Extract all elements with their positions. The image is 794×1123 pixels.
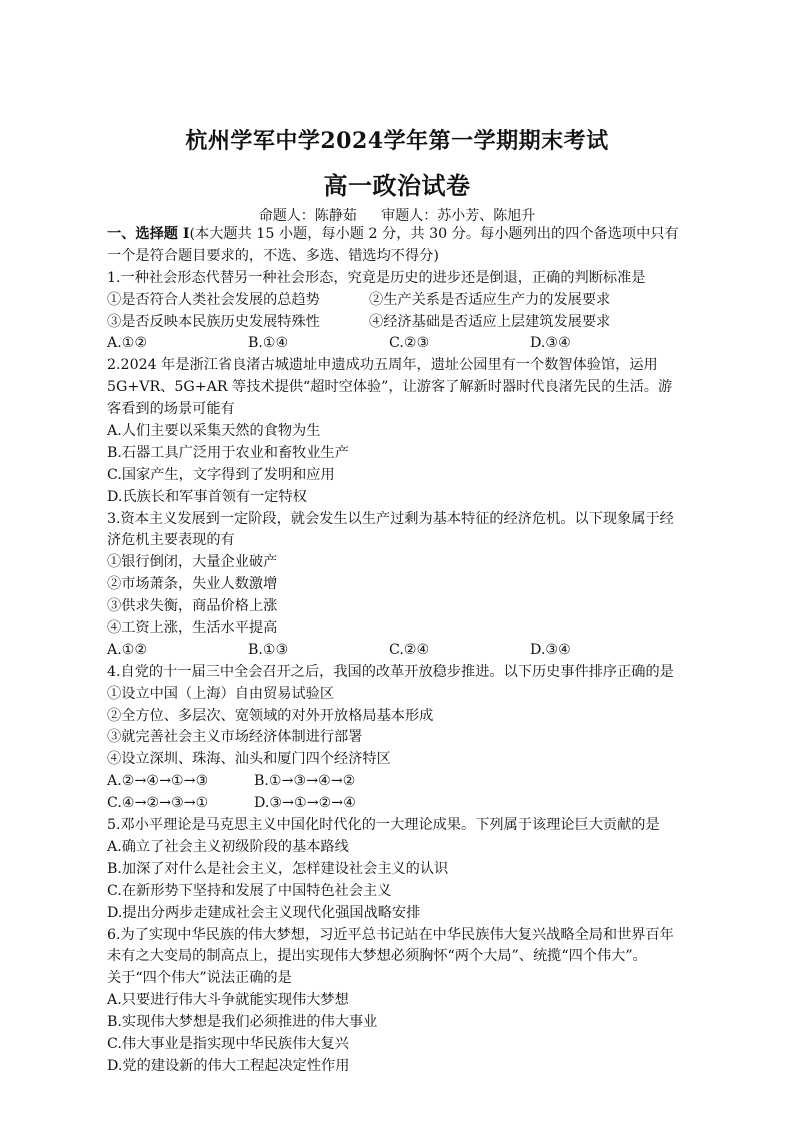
authors-line [0, 205, 794, 225]
q4-choice-c: C.④→②→③→① [107, 795, 209, 812]
exam-title: 杭州学军中学2024学年第一学期期末考试 [185, 128, 609, 154]
q2-stem-3: 客看到的场景可能有 [107, 401, 235, 418]
q3-item: ①银行倒闭，大量企业破产 [107, 554, 278, 571]
q5-choice-a: A.确立了社会主义初级阶段的基本路线 [107, 838, 349, 855]
q1-choice-c: C.②③ [389, 335, 430, 352]
q1-item: ④经济基础是否适应上层建筑发展要求 [369, 313, 611, 330]
q2-stem-2: 5G+VR、5G+AR 等技术提供“超时空体验”，让游客了解新时器时代良渚先民的生活。游 [107, 379, 673, 396]
q1-item: ②生产关系是否适应生产力的发展要求 [369, 291, 611, 308]
q1-choice-d: D.③④ [530, 335, 571, 352]
q6-stem-3: 关于“四个伟大”说法正确的是 [107, 970, 292, 987]
q1-item: ①是否符合人类社会发展的总趋势 [107, 291, 320, 308]
q1-choice-a: A.①② [107, 335, 148, 352]
q5-choice-c: C.在新形势下坚持和发展了中国特色社会主义 [107, 882, 392, 899]
q1-items-row-2 [107, 312, 697, 334]
q1-items-row-1 [107, 290, 697, 312]
q5-stem: 5.邓小平理论是马克思主义中国化时代化的一大理论成果。下列属于该理论巨大贡献的是 [107, 817, 660, 834]
q1-choices [107, 333, 697, 355]
q4-item: ③就完善社会主义市场经济体制进行部署 [107, 729, 363, 746]
q5-choice-b: B.加深了对什么是社会主义，怎样建设社会主义的认识 [107, 860, 449, 877]
q4-item: ②全方位、多层次、宽领域的对外开放格局基本形成 [107, 707, 434, 724]
q2-choice-d: D.氏族长和军事首领有一定特权 [107, 488, 307, 505]
q3-item: ②市场萧条，失业人数激增 [107, 576, 278, 593]
question-content [107, 224, 697, 1078]
q2-choice-c: C.国家产生，文字得到了发明和应用 [107, 466, 335, 483]
q6-stem-1: 6.为了实现中华民族的伟大梦想，习近平总书记站在中华民族伟大复兴战略全局和世界百年 [107, 926, 674, 943]
q6-stem-2: 未有之大变局的制高点上，提出实现伟大梦想必须胸怀“两个大局”、统揽“四个伟大”。 [107, 948, 647, 965]
q4-choices-row-1 [107, 771, 697, 793]
section-header [107, 224, 697, 246]
q4-choice-a: A.②→④→①→③ [107, 773, 209, 790]
q4-stem: 4.自党的十一届三中全会召开之后，我国的改革开放稳步推进。以下历史事件排序正确的是 [107, 663, 674, 680]
q2-stem-1: 2.2024 年是浙江省良渚古城遗址申遗成功五周年，遗址公园里有一个数智体验馆，运用 [107, 357, 658, 374]
exam-subtitle: 高一政治试卷 [323, 171, 471, 200]
q3-choice-d: D.③④ [530, 641, 571, 658]
q5-choice-d: D.提出分两步走建成社会主义现代化强国战略安排 [107, 904, 421, 921]
q6-choice-c: C.伟大事业是指实现中华民族伟大复兴 [107, 1035, 349, 1052]
q2-choice-b: B.石器工具广泛用于农业和畜牧业生产 [107, 444, 349, 461]
q4-item: ④设立深圳、珠海、汕头和厦门四个经济特区 [107, 751, 391, 768]
q4-item: ①设立中国（上海）自由贸易试验区 [107, 685, 335, 702]
section-label: 一、选择题 I [107, 226, 190, 242]
q1-choice-b: B.①④ [248, 335, 289, 352]
q3-choice-b: B.①③ [248, 641, 289, 658]
q3-choices [107, 640, 697, 662]
q1-stem: 1.一种社会形态代替另一种社会形态，究竟是历史的进步还是倒退，正确的判断标准是 [107, 269, 646, 286]
q4-choices-row-2 [107, 793, 697, 815]
reviewer-label: 审题人：苏小芳、陈旭升 [381, 208, 536, 224]
q6-choice-d: D.党的建设新的伟大工程起决定性作用 [107, 1057, 350, 1074]
q3-choice-c: C.②④ [389, 641, 430, 658]
q6-choice-b: B.实现伟大梦想是我们必须推进的伟大事业 [107, 1014, 378, 1031]
q6-choice-a: A.只要进行伟大斗争就能实现伟大梦想 [107, 992, 349, 1009]
q3-stem-1: 3.资本主义发展到一定阶段，就会发生以生产过剩为基本特征的经济危机。以下现象属于经 [107, 510, 674, 527]
q3-choice-a: A.①② [107, 641, 148, 658]
q2-choice-a: A.人们主要以采集天然的食物为生 [107, 423, 321, 440]
q3-item: ④工资上涨，生活水平提高 [107, 620, 278, 637]
setter-label: 命题人：陈静茹 [258, 208, 357, 224]
section-desc-1: (本大题共 15 小题，每小题 2 分，共 30 分。每小题列出的四个备选项中只有 [189, 226, 679, 242]
q1-item: ③是否反映本民族历史发展特殊性 [107, 313, 320, 330]
q3-item: ③供求失衡，商品价格上涨 [107, 598, 278, 615]
q4-choice-b: B.①→③→④→② [254, 773, 356, 790]
section-desc-2: 一个是符合题目要求的，不选、多选、错选均不得分) [107, 247, 439, 264]
q4-choice-d: D.③→①→②→④ [254, 795, 356, 812]
q3-stem-2: 济危机主要表现的有 [107, 532, 235, 549]
